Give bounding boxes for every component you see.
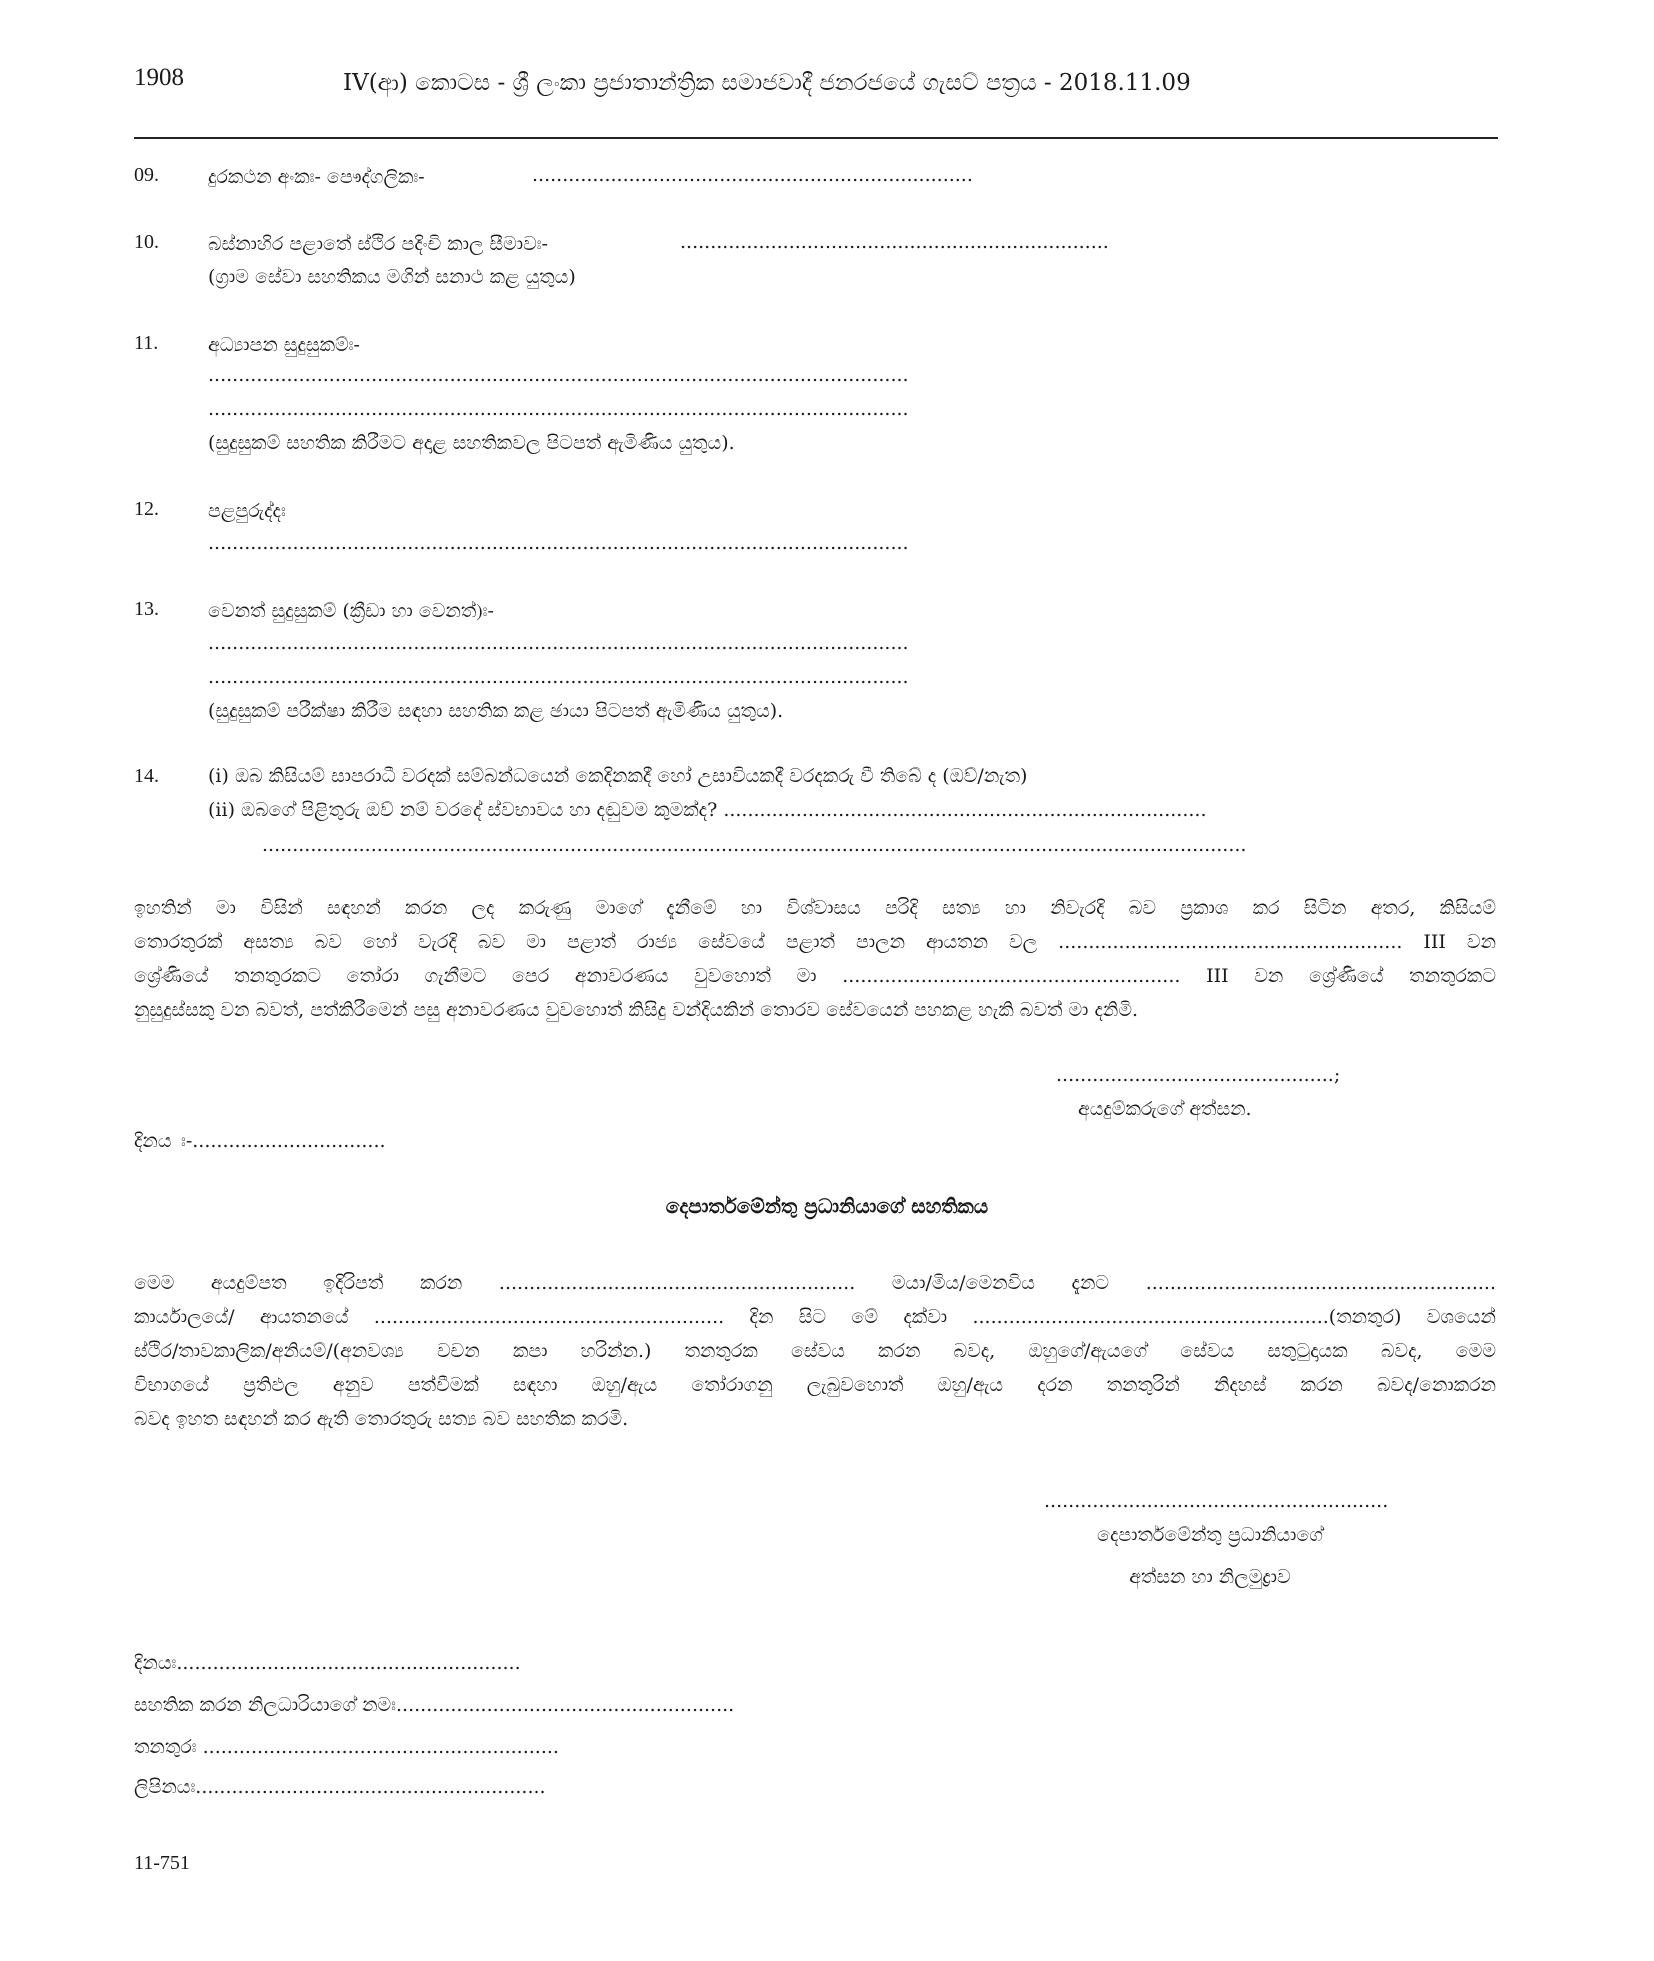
gazette-header-title: IV(ආ) කොටස - ශ්‍රී ලංකා ප්‍රජාතාන්ත්‍රික සමාජවාදී ජනරජයේ ගැසට් පත්‍රය - 2018.11.09	[343, 70, 1191, 96]
item-09-dots: .........................................................................	[532, 164, 973, 186]
declaration-paragraph	[134, 891, 1496, 1027]
item-11-label: අධ්‍යාපන සුදුසුකම්ඃ-	[208, 334, 360, 356]
certificate-line-2: කාර්යාලයේ/ ආයතනයේ .......................................................... දින සිට මේ දක්වා ...........................................................(තනතුර) වශයෙන්	[134, 1306, 1496, 1328]
header-divider	[134, 137, 1498, 139]
certificate-line-3: ස්ථිර/තාවකාලික/අනියම්/(අනවශ්‍ය වචන කපා හරින්න.) තනතුරක සේවය කරන බවද, ඔහුගේ/ඇයගේ සේවය සතුටුදායක බවද, මෙම	[134, 1340, 1496, 1362]
footer-address-field: ලිපිනයඃ..........................................................	[134, 1776, 546, 1798]
certificate-title: දෙපාර්තමේන්තු ප්‍රධානියාගේ සහතිකය	[665, 1194, 989, 1218]
item-13-dots-2: ....................................................................................................................	[208, 666, 909, 688]
footer-date-field: දිනයඃ.........................................................	[134, 1652, 521, 1674]
declaration-line-2: තොරතුරක් අසත්‍ය බව හෝ වැරදි බව මා පළාත් රාජ්‍ය සේවයේ පළාත් පාලන ආයතන වල ......................................................... III වන	[134, 931, 1496, 953]
footer-position-field: තනතුරඃ ...........................................................	[134, 1736, 559, 1758]
page-number: 1908	[134, 64, 184, 91]
declaration-line-1: ඉහතින් මා විසින් සඳහන් කරන ලද කරුණු මාගේ දැනීමේ හා විශ්වාසය පරිදි සත්‍ය හා නිවැරදි බව ප්‍රකාශ කර සිටින අතර, කිසියම්	[134, 897, 1496, 919]
item-11-dots-2: ....................................................................................................................	[208, 398, 909, 420]
declaration-date: දිනය ඃ-................................	[134, 1130, 386, 1152]
item-13-note: (සුදුසුකම් පරීක්ෂා කිරීම සඳහා සහතික කළ ඡායා පිටපත් ඇමිණිය යුතුය).	[208, 700, 784, 722]
item-10-note: (ග්‍රාම සේවා සහතිකය මගින් සනාථ කළ යුතුය)	[208, 266, 576, 288]
applicant-signature-dots: ..............................................;	[1056, 1064, 1341, 1086]
item-14-question-1: (i) ඔබ කිසියම් සාපරාධී වරදක් සම්බන්ධයෙන් කෙදිනකදී හෝ උසාවියකදී වරදකරු වී තිබේ ද (ඔව්/නැත)	[208, 765, 1028, 787]
item-12-number: 12.	[134, 498, 159, 520]
footer-officer-name-field: සහතික කරන නිලධාරියාගේ නමඃ........................................................	[134, 1694, 735, 1716]
applicant-signature-label: අයදුම්කරුගේ අත්සන.	[1078, 1098, 1252, 1120]
certificate-line-1: මෙම අයදුම්පත ඉදිරිපත් කරන ........................................................... මයා/මිය/මෙනවිය දැනට ..........................................................	[134, 1272, 1496, 1294]
head-signature-label-1: දෙපාර්තමේන්තු ප්‍රධානියාගේ	[1097, 1524, 1323, 1546]
item-13-dots-1: ....................................................................................................................	[208, 632, 909, 654]
item-10-label: බස්නාහිර පළාතේ ස්ථිර පදිංචි කාල සීමාවඃ-	[208, 233, 548, 255]
item-12-dots-1: ....................................................................................................................	[208, 532, 909, 554]
item-10-dots: .......................................................................	[680, 231, 1109, 253]
item-13-label: වෙනත් සුදුසුකම් (ක්‍රීඩා හා වෙනත්)ඃ-	[208, 600, 494, 622]
item-14-question-2: (ii) ඔබගේ පිළිතුරු ඔව් නම් වරදේ ස්වභාවය හා දඬුවම කුමක්ද? ................................................................................	[208, 799, 1207, 821]
item-11-number: 11.	[134, 332, 159, 354]
item-13-number: 13.	[134, 598, 159, 620]
item-12-label: පළපුරුද්දඃ	[208, 500, 286, 522]
declaration-line-4: නුසුදුස්සකු වන බවත්, පත්කිරීමෙන් පසු අනාවරණය වුවහොත් කිසිදු වන්දියකින් තොරව සේවයෙන් පහකළ හැකි බවත් මා දනිමි.	[134, 999, 1139, 1021]
item-10-number: 10.	[134, 231, 159, 253]
certificate-line-5: බවද ඉහත සඳහන් කර ඇති තොරතුරු සත්‍ය බව සහතික කරමි.	[134, 1408, 629, 1430]
head-signature-dots: .........................................................	[1044, 1490, 1389, 1512]
footer-code: 11-751	[134, 1852, 190, 1874]
item-14-dots: ...................................................................................................................................................................	[262, 834, 1247, 856]
item-09-number: 09.	[134, 164, 159, 186]
certificate-paragraph	[134, 1266, 1496, 1436]
item-09-label: දුරකථන අංකඃ- පෞද්ගලිකඃ-	[208, 166, 425, 188]
head-signature-label-2: අත්සන හා නිලමුද්‍රාව	[1129, 1566, 1291, 1588]
declaration-line-3: ශ්‍රේණියේ තනතුරකට තෝරා ගැනීමට පෙර අනාවරණය වුවහොත් මා ........................................................ III වන ශ්‍රේණියේ තනතුරකට	[134, 965, 1496, 987]
certificate-line-4: විභාගයේ ප්‍රතිඵල අනුව පත්වීමක් සඳහා ඔහු/ඇය තෝරාගනු ලැබුවහොත් ඔහු/ඇය දරන තනතුරින් නිදහස් කරන බවද/නොකරන	[134, 1374, 1496, 1396]
item-14-number: 14.	[134, 765, 159, 787]
item-11-note: (සුදුසුකම් සහතික කිරීමට අදාළ සහතිකවල පිටපත් ඇමිණිය යුතුය).	[208, 432, 735, 454]
item-11-dots-1: ....................................................................................................................	[208, 364, 909, 386]
